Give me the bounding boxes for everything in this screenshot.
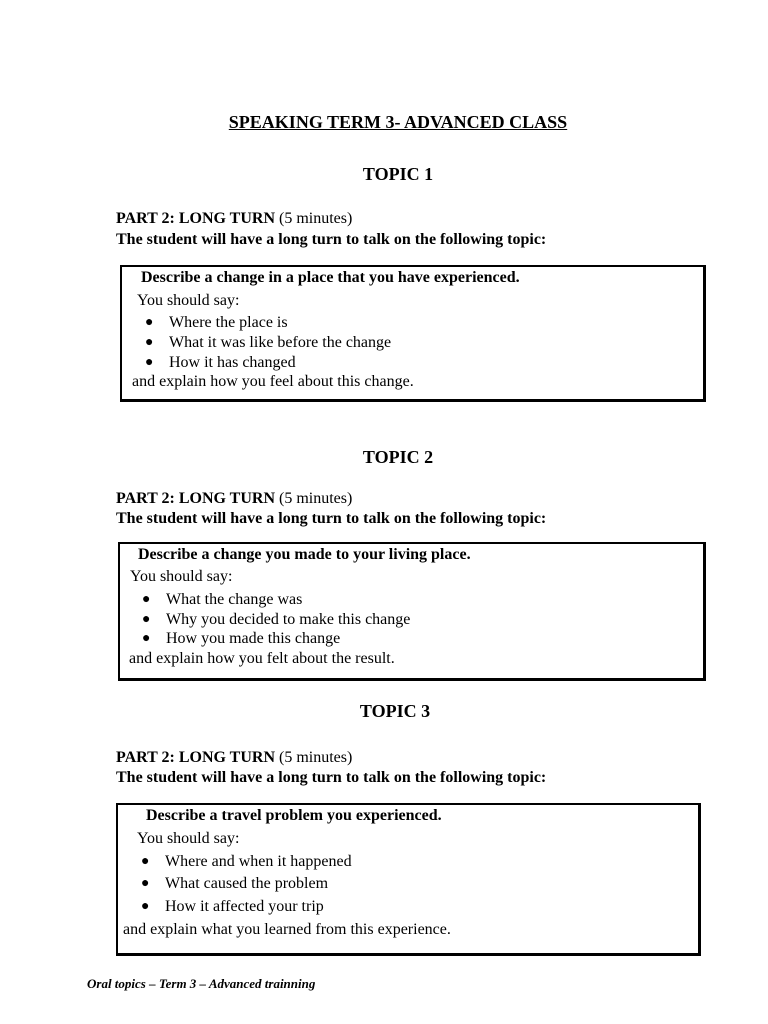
bullet-icon: ● xyxy=(145,335,154,350)
page-footer: Oral topics – Term 3 – Advanced trainning xyxy=(87,976,316,991)
bullet-icon: ● xyxy=(145,315,154,330)
part-line xyxy=(116,209,352,229)
part-label: PART 2: LONG TURN xyxy=(116,490,276,507)
card-prompt: Describe a change in a place that you have experienced. xyxy=(141,269,520,286)
should-say-label: You should say: xyxy=(137,292,240,309)
bullet-icon: ● xyxy=(141,876,150,891)
bullet-icon: ● xyxy=(142,612,151,627)
part-line xyxy=(116,748,352,768)
card-bullet-item: What caused the problem xyxy=(165,875,329,892)
card-bullet-item: What the change was xyxy=(166,591,303,608)
should-say-label: You should say: xyxy=(130,568,233,585)
part-duration: (5 minutes) xyxy=(279,749,353,766)
bullet-icon: ● xyxy=(141,854,150,869)
instruction-text: The student will have a long turn to talk on the following topic: xyxy=(116,769,547,786)
topic-card xyxy=(120,265,706,402)
card-prompt: Describe a change you made to your living place. xyxy=(138,546,471,563)
topic-card xyxy=(118,542,706,681)
part-duration: (5 minutes) xyxy=(279,210,353,227)
card-closing: and explain how you feel about this change. xyxy=(132,373,414,390)
bullet-icon: ● xyxy=(142,592,151,607)
part-label: PART 2: LONG TURN xyxy=(116,210,276,227)
card-bullet-item: Where and when it happened xyxy=(165,853,352,870)
topic-heading: TOPIC 3 xyxy=(359,701,431,721)
card-prompt: Describe a travel problem you experienced. xyxy=(146,807,442,824)
topic-card xyxy=(116,803,701,956)
card-bullet-item: How it has changed xyxy=(169,354,296,371)
part-duration: (5 minutes) xyxy=(279,490,353,507)
card-closing: and explain what you learned from this experience. xyxy=(123,921,451,938)
card-bullet-item: Where the place is xyxy=(169,314,288,331)
card-bullet-item: How it affected your trip xyxy=(165,898,324,915)
card-bullet-item: Why you decided to make this change xyxy=(166,611,411,628)
bullet-icon: ● xyxy=(145,355,154,370)
topic-heading: TOPIC 1 xyxy=(362,164,434,184)
bullet-icon: ● xyxy=(142,631,151,646)
part-line xyxy=(116,489,352,509)
instruction-text: The student will have a long turn to talk on the following topic: xyxy=(116,510,547,527)
instruction-text: The student will have a long turn to talk on the following topic: xyxy=(116,231,547,248)
bullet-icon: ● xyxy=(141,899,150,914)
should-say-label: You should say: xyxy=(137,830,240,847)
document-title: SPEAKING TERM 3- ADVANCED CLASS xyxy=(228,112,568,132)
topic-heading: TOPIC 2 xyxy=(362,447,434,467)
card-bullet-item: What it was like before the change xyxy=(169,334,392,351)
part-label: PART 2: LONG TURN xyxy=(116,749,276,766)
card-bullet-item: How you made this change xyxy=(166,630,341,647)
card-closing: and explain how you felt about the result. xyxy=(129,650,395,667)
